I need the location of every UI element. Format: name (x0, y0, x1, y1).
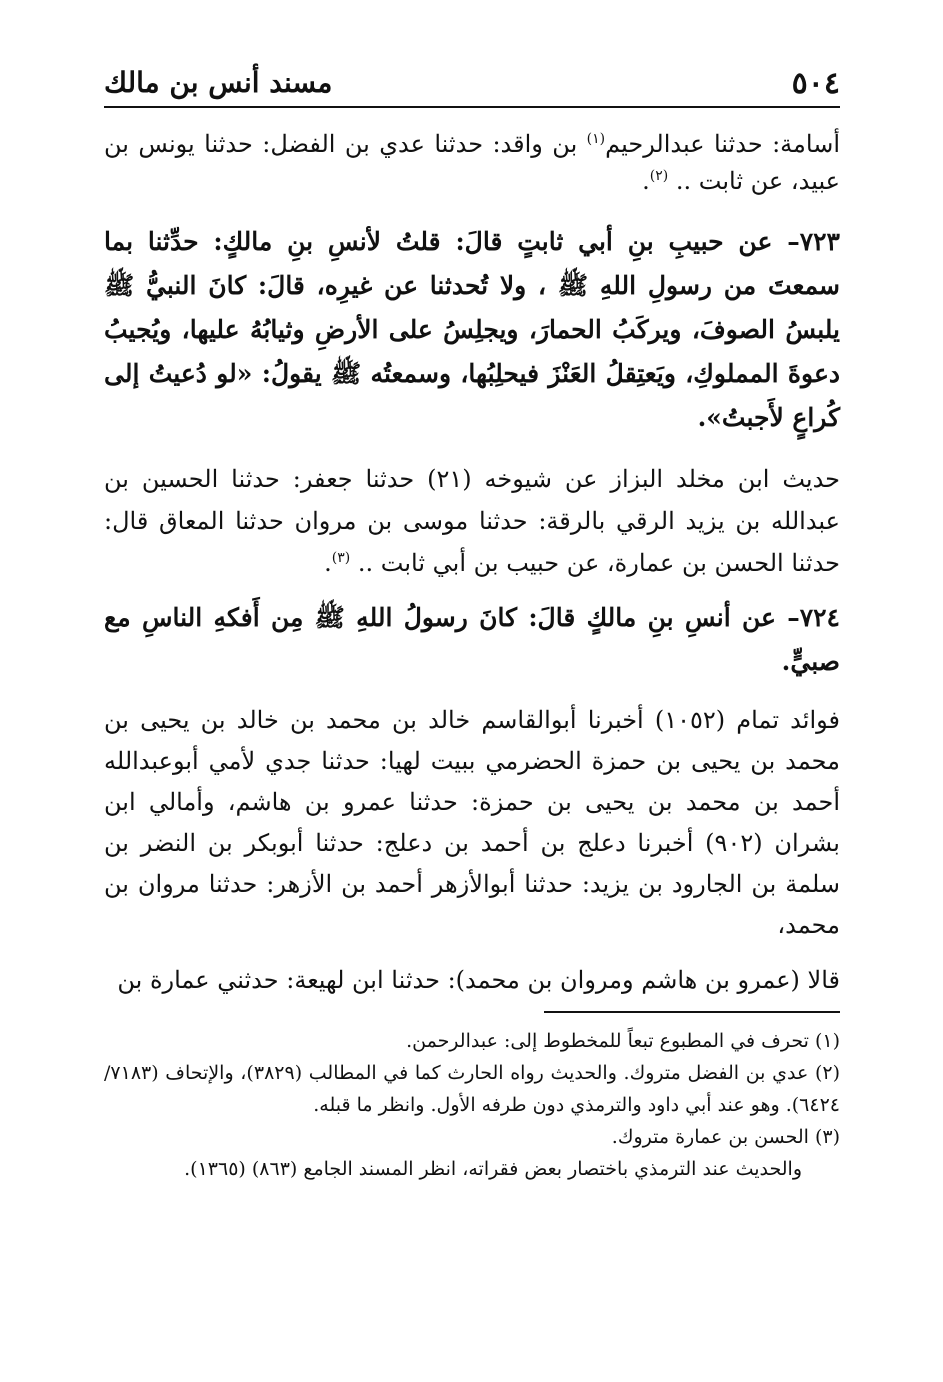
source-723-end: . (324, 549, 332, 577)
footnote-ref-3: (٣) (331, 550, 351, 566)
continuation-paragraph: قالا (عمرو بن هاشم ومروان بن محمد): حدثنا ابن لهيعة: حدثني عمارة بن (117, 966, 840, 994)
hadith-723: ٧٢٣– عن حبيبِ بنِ أبي ثابتٍ قالَ: قلتُ لأنسِ بنِ مالكٍ: حدِّثنا بما سمعتَ من رسولِ اللهِ ﷺ ، ولا تُحدثنا عن غيرِه، قالَ: كانَ النبيُّ ﷺ يلبسُ الصوفَ، ويركَبُ الحمارَ، ويجلِسُ على الأرضِ وثيابُهُ عليها، ويُجيبُ دعوةَ المملوكِ، ويَعتِقلُ العَنْزَ فيحلِبُها، وسمعتُه ﷺ يقولُ: «لو دُعيتُ إلى كُراعٍ لأَجبتُ». (104, 227, 840, 432)
page-number: ٥٠٤ (791, 66, 840, 101)
footnote-3-continuation: والحديث عند الترمذي باختصار بعض فقراته، انظر المسند الجامع (٨٦٣) (١٣٦٥). (184, 1158, 802, 1180)
footnote-3: (٣) الحسن بن عمارة متروك. (611, 1126, 840, 1148)
source-723-text: حديث ابن مخلد البزاز عن شيوخه (٢١) حدثنا جعفر: حدثنا الحسين بن عبدالله بن يزيد الرقي بالرقة: حدثنا موسى بن مروان حدثنا المعاق قال: حدثنا الحسن بن عمارة، عن حبيب بن أبي ثابت .. (104, 465, 841, 577)
footnote-2: (٢) عدي بن الفضل متروك. والحديث رواه الحارث كما في المطالب (٣٨٢٩)، والإتحاف (٧١٨٣/ ٦٤٢٤). وهو عند أبي داود والترمذي دون طرفه الأول. وانظر ما قبله. (104, 1062, 841, 1116)
footnote-ref-1: (١) (586, 131, 606, 147)
intro-text-start: أسامة: حدثنا عبدالرحيم (605, 130, 840, 158)
hadith-724-source: فوائد تمام (١٠٥٢) أخبرنا أبوالقاسم خالد بن محمد بن خالد بن يحيى بن محمد بن يحيى بن حمزة الحضرمي ببيت لهيا: حدثنا جدي لأمي أبوعبدالله أحمد بن محمد بن يحيى بن حمزة: حدثنا عمرو بن هاشم، وأمالي ابن بشران (٩٠٢) أخبرنا دعلج بن أحمد بن دعلج: حدثنا أبوبكر بن النضر بن سلمة بن الجارود بن يزيد: حدثنا أبوالأزهر أحمد بن الأزهر: حدثنا مروان بن محمد، (104, 706, 840, 939)
separator-line (544, 1011, 840, 1013)
running-title: مسند أنس بن مالك (104, 66, 333, 99)
footnote-ref-2: (٢) (649, 168, 669, 184)
page-header (104, 60, 840, 108)
hadith-724: ٧٢٤– عن أنسِ بنِ مالكٍ قالَ: كانَ رسولُ اللهِ ﷺ مِن أَفكهِ الناسِ مع صبيٍّ. (104, 603, 840, 676)
intro-paragraph (104, 126, 840, 200)
footnote-1: (١) تحرف في المطبوع تبعاً للمخطوط إلى: عبدالرحمن. (406, 1030, 840, 1052)
book-page (104, 60, 840, 1185)
intro-text-rest: بن واقد: حدثنا عدي بن الفضل: حدثنا يونس بن عبيد، عن ثابت .. (104, 130, 840, 195)
footnotes (104, 1025, 840, 1185)
footnote-separator (104, 1001, 840, 1025)
hadith-723-source (104, 458, 840, 584)
intro-text-end: . (642, 167, 650, 195)
